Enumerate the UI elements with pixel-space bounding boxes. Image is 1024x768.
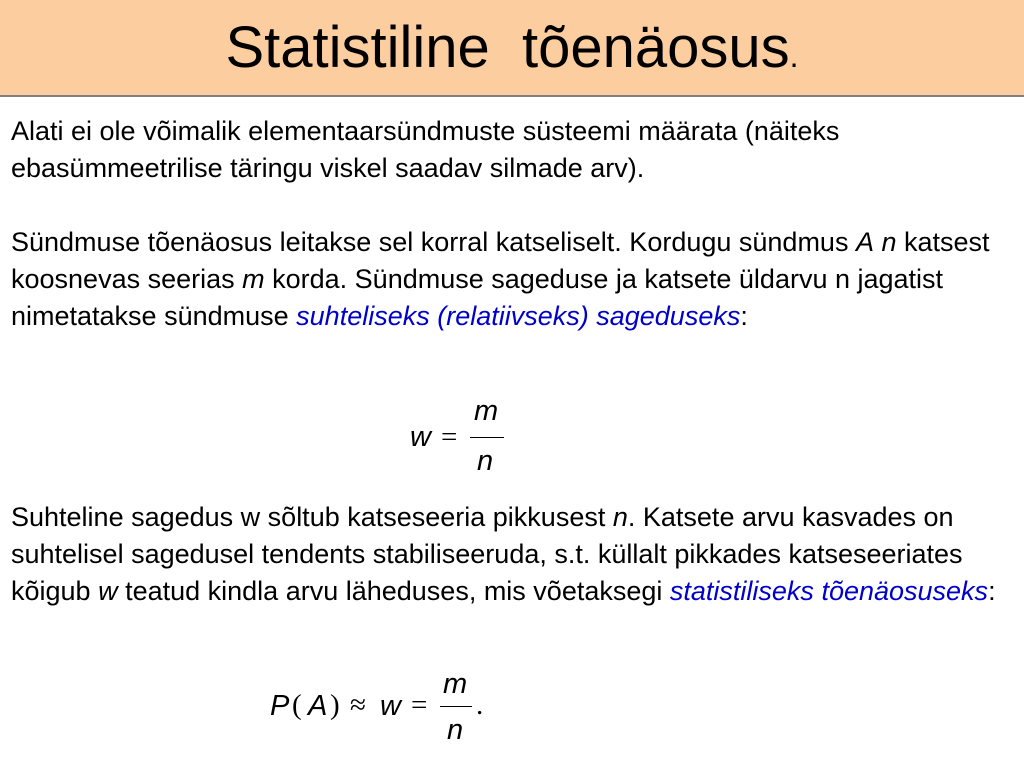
f1-denominator: n: [477, 445, 494, 477]
p3-text-1: Suhteline sagedus w sõltub katseseeria pikkusest: [11, 502, 613, 532]
p3-term: statistiliseks tõenäosuseks: [669, 576, 989, 606]
p2-m: m: [242, 264, 265, 294]
p2-text-3: korda. Sündmuse sageduse ja katsete üldarvu n jagatist nimetatakse sündmuse: [11, 264, 944, 331]
slide-title-dot: .: [789, 38, 799, 74]
p3-n: n: [612, 502, 628, 532]
p2-event-a: A: [855, 227, 874, 257]
paragraph-intro: Alati ei ole võimalik elementaarsündmuste süsteemi määrata (näiteks ebasümmeetrilise täringu viskel saadav silmade arv).: [11, 116, 840, 183]
f1-fraction-line: [470, 437, 504, 438]
p3-w: w: [98, 576, 118, 606]
f2-w: w: [380, 690, 401, 722]
slide-title: [0, 14, 1024, 90]
f1-numerator: m: [474, 395, 499, 427]
paragraph-statistical-probability: [11, 499, 1016, 610]
p2-term: suhteliseks (relatiivseks) sageduseks: [296, 301, 741, 331]
slide-title-text: Statistiline tõenäosus: [225, 15, 790, 80]
p2-colon: :: [740, 301, 748, 331]
formula-statistical-probability: [270, 670, 510, 750]
p3-colon: :: [988, 576, 996, 606]
f2-approx: ≈: [350, 689, 366, 721]
p3-text-2: . Katsete arvu kasvades on suhtelisel sagedusel tendents stabiliseeruda, s.t. küllalt pikkades katseseeriates kõigub: [11, 502, 963, 606]
p2-text-1: Sündmuse tõenäosus leitakse sel korral katseliselt. Kordugu sündmus: [11, 227, 856, 257]
p2-n: n: [881, 227, 897, 257]
paragraph-relative-frequency: [11, 224, 1016, 335]
f2-fraction-line: [440, 706, 472, 707]
title-bar: [0, 0, 1024, 97]
f2-a: A: [308, 690, 328, 722]
f2-period: .: [476, 689, 484, 721]
f2-numerator: m: [443, 668, 468, 700]
p3-text-3: teatud kindla arvu läheduses, mis võetaksegi: [117, 576, 670, 606]
f1-equals: =: [441, 421, 458, 453]
formula-relative-frequency: [410, 397, 510, 477]
f2-lparen: (: [292, 689, 302, 721]
f2-p: P: [270, 690, 290, 722]
f1-lhs: w: [410, 421, 431, 453]
f2-denominator: n: [447, 714, 464, 746]
p2-text-2: katsest koosnevas seerias: [11, 227, 990, 294]
f2-equals: =: [411, 689, 428, 721]
f2-rparen: ): [330, 689, 340, 721]
